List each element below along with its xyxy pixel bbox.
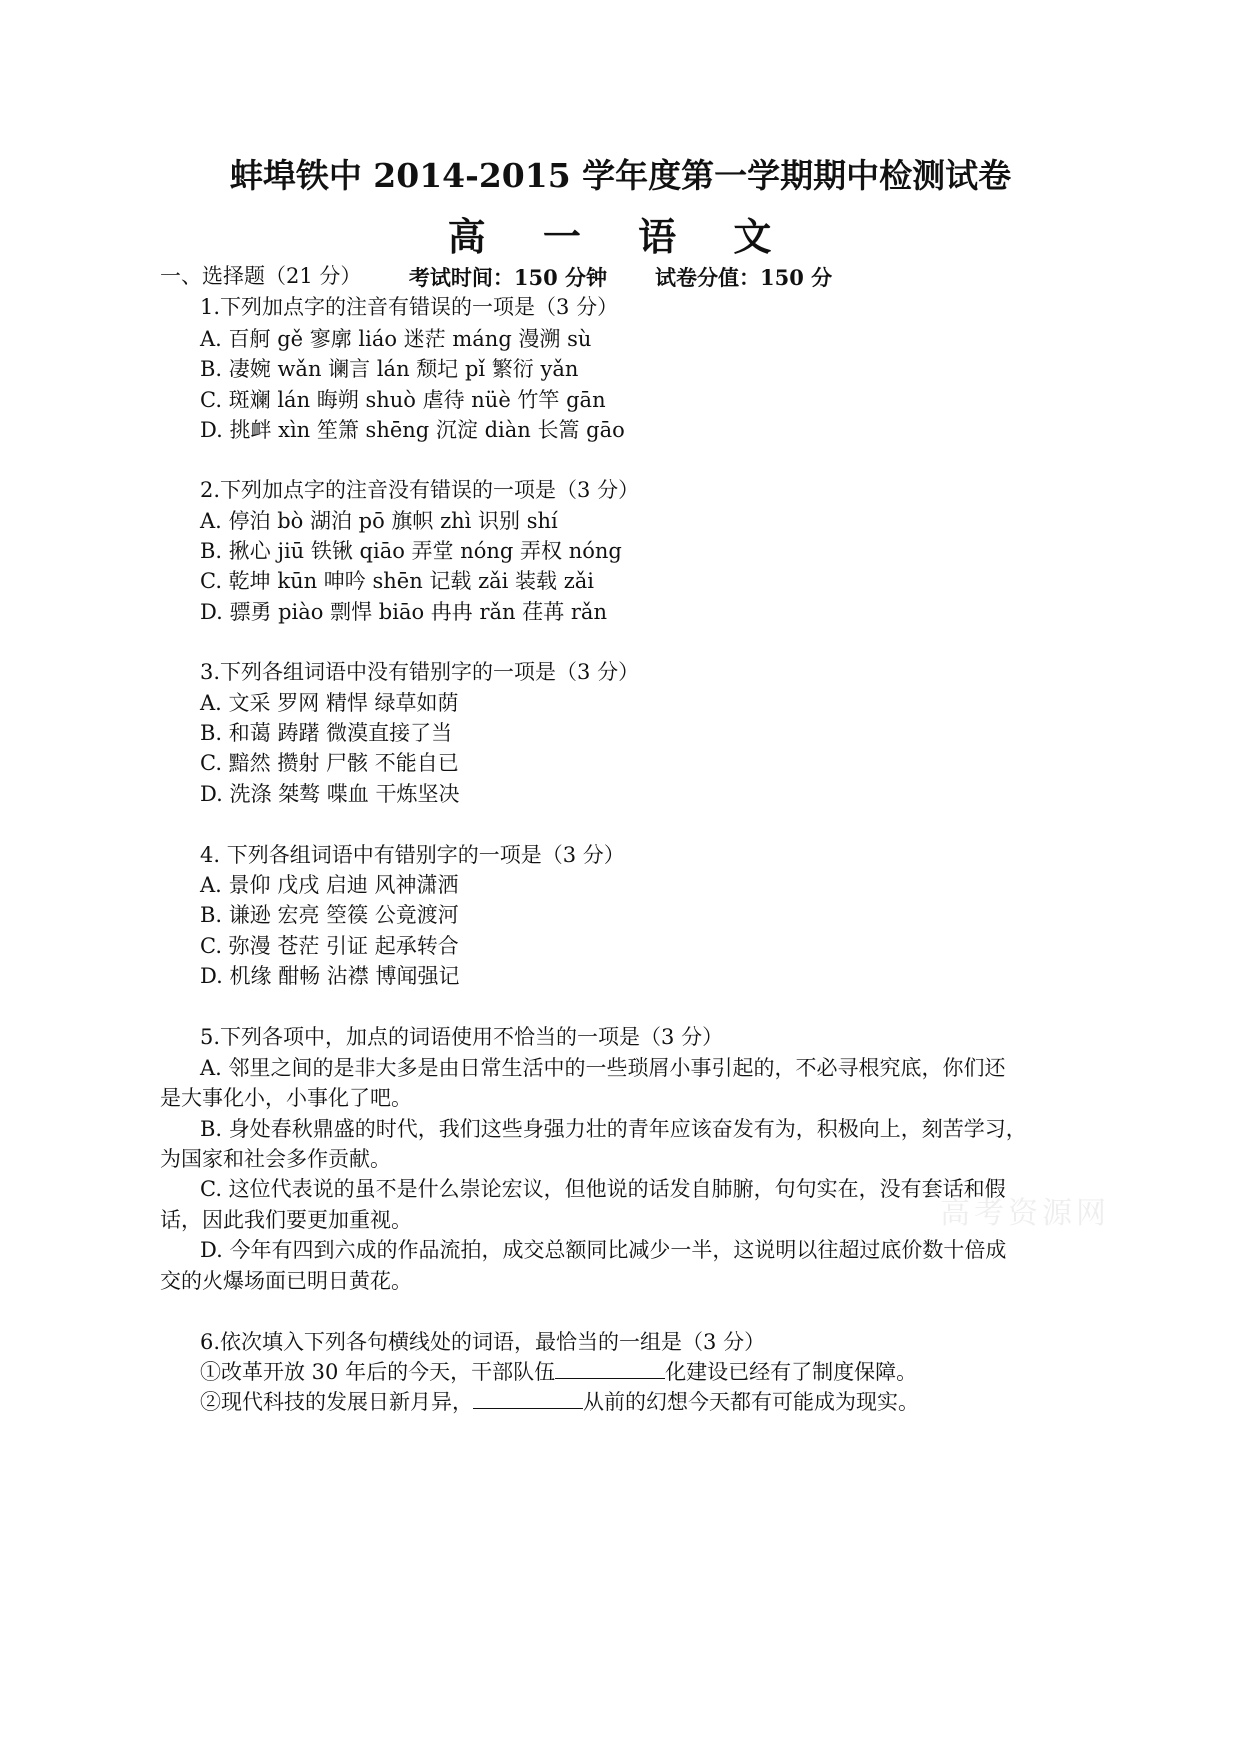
blank-line — [555, 1360, 665, 1379]
exam-score: 试卷分值：150 分 — [655, 265, 833, 290]
option-b: B. 和蔼 踌躇 微漠直接了当 — [200, 721, 453, 745]
option-b-line1: B. 身处春秋鼎盛的时代，我们这些身强力壮的青年应该奋发有为，积极向上，刻苦学习， — [200, 1117, 1027, 1141]
exam-time: 考试时间：150 分钟 — [408, 265, 607, 290]
subject-title: 高 一 语 文 — [447, 214, 794, 259]
exam-title: 蚌埠铁中 2014-2015 学年度第一学期期中检测试卷 — [229, 156, 1012, 195]
option-a: A. 文采 罗网 精悍 绿草如荫 — [200, 691, 459, 715]
option-d: D. 机缘 酣畅 沾襟 博闻强记 — [200, 964, 460, 988]
option-c: C. 斑斓 lán 晦朔 shuò 虐待 nüè 竹竿 gān — [200, 388, 606, 412]
option-d-line1: D. 今年有四到六成的作品流拍，成交总额同比减少一半，这说明以往超过底价数十倍成 — [200, 1238, 1007, 1262]
option-c: C. 乾坤 kūn 呻吟 shēn 记载 zǎi 装载 zǎi — [200, 569, 595, 593]
fill-item-text-before: ②现代科技的发展日新月异， — [200, 1390, 473, 1414]
fill-item-1 — [200, 1358, 917, 1386]
option-a: A. 景仰 戊戌 启迪 风神潇洒 — [200, 873, 459, 897]
option-b: B. 谦逊 宏亮 箜篌 公竟渡河 — [200, 903, 459, 927]
option-d: D. 挑衅 xìn 笙箫 shēng 沉淀 diàn 长篙 gāo — [200, 418, 625, 442]
option-d-line2: 交的火爆场面已明日黄花。 — [160, 1269, 412, 1293]
option-a-line1: A. 邻里之间的是非大多是由日常生活中的一些琐屑小事引起的，不必寻根究底，你们还 — [200, 1056, 1006, 1080]
fill-item-text-before: ①改革开放 30 年后的今天，干部队伍 — [200, 1360, 556, 1384]
question-stem: 6.依次填入下列各句横线处的词语，最恰当的一组是（3 分） — [200, 1330, 766, 1354]
fill-item-text-after: 化建设已经有了制度保障。 — [665, 1360, 918, 1384]
question-stem: 1.下列加点字的注音有错误的一项是（3 分） — [200, 295, 619, 319]
question-stem: 2.下列加点字的注音没有错误的一项是（3 分） — [200, 478, 640, 502]
option-b: B. 揪心 jiū 铁锹 qiāo 弄堂 nóng 弄权 nóng — [200, 539, 622, 563]
question-stem: 4. 下列各组词语中有错别字的一项是（3 分） — [200, 843, 625, 867]
option-d: D. 骠勇 piào 剽悍 biāo 冉冉 rǎn 荏苒 rǎn — [200, 600, 607, 624]
option-a-line2: 是大事化小，小事化了吧。 — [160, 1086, 412, 1110]
question-stem: 5.下列各项中，加点的词语使用不恰当的一项是（3 分） — [200, 1025, 724, 1049]
option-c: C. 黯然 攒射 尸骸 不能自已 — [200, 751, 459, 775]
fill-item-2 — [200, 1388, 919, 1416]
option-b-line2: 为国家和社会多作贡献。 — [160, 1147, 391, 1171]
section-heading: 一、选择题（21 分） — [160, 264, 362, 288]
option-c-line2: 话，因此我们要更加重视。 — [160, 1208, 412, 1232]
option-d: D. 洗涤 桀骜 喋血 干炼坚决 — [200, 782, 460, 806]
fill-item-text-after: 从前的幻想今天都有可能成为现实。 — [583, 1390, 919, 1414]
question-stem: 3.下列各组词语中没有错别字的一项是（3 分） — [200, 660, 640, 684]
option-a: A. 停泊 bò 湖泊 pō 旗帜 zhì 识别 shí — [200, 509, 558, 533]
option-a: A. 百舸 gě 寥廓 liáo 迷茫 máng 漫溯 sù — [200, 327, 592, 351]
option-b: B. 凄婉 wǎn 谰言 lán 颓圮 pǐ 繁衍 yǎn — [200, 357, 579, 381]
watermark: 高考资源网 — [940, 1196, 1110, 1231]
option-c-line1: C. 这位代表说的虽不是什么崇论宏议，但他说的话发自肺腑，句句实在，没有套话和假 — [200, 1177, 1006, 1201]
option-c: C. 弥漫 苍茫 引证 起承转合 — [200, 934, 459, 958]
blank-line — [473, 1390, 583, 1409]
